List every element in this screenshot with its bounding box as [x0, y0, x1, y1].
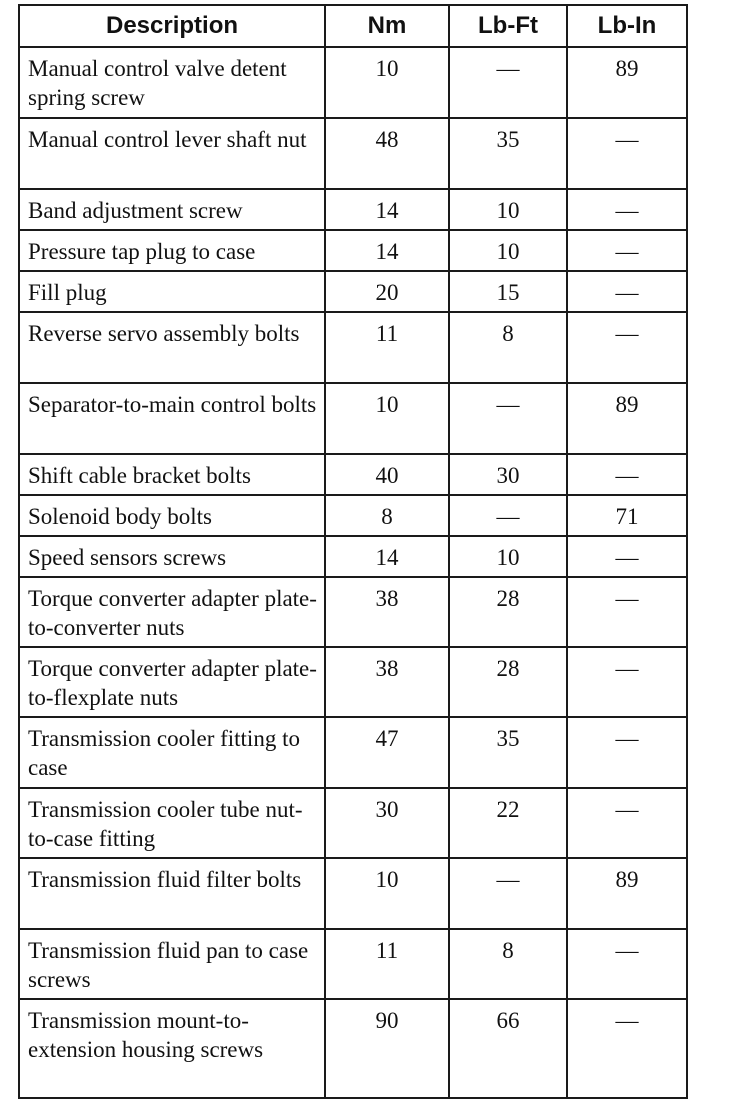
cell-nm: 14: [325, 230, 449, 271]
cell-description: Torque converter adapter plate-to-flexplate nuts: [19, 647, 325, 717]
cell-description: Separator-to-main control bolts: [19, 383, 325, 454]
cell-lb-ft: —: [449, 858, 567, 929]
table-row: [19, 577, 687, 647]
cell-lb-in: —: [567, 230, 687, 271]
cell-lb-in: 89: [567, 858, 687, 929]
cell-description: Transmission mount-to-extension housing screws: [19, 999, 325, 1098]
cell-lb-ft: 66: [449, 999, 567, 1098]
cell-lb-in: —: [567, 788, 687, 858]
cell-lb-in: 71: [567, 495, 687, 536]
cell-description: Torque converter adapter plate-to-converter nuts: [19, 577, 325, 647]
cell-description: Transmission fluid pan to case screws: [19, 929, 325, 999]
table-row: [19, 717, 687, 788]
table-row: [19, 189, 687, 230]
cell-lb-ft: 10: [449, 536, 567, 577]
cell-nm: 11: [325, 312, 449, 383]
cell-nm: 90: [325, 999, 449, 1098]
cell-lb-in: —: [567, 312, 687, 383]
cell-description: Solenoid body bolts: [19, 495, 325, 536]
cell-lb-in: —: [567, 999, 687, 1098]
table-row: [19, 999, 687, 1098]
cell-lb-in: —: [567, 929, 687, 999]
table-row: [19, 230, 687, 271]
cell-lb-in: —: [567, 536, 687, 577]
cell-lb-ft: 30: [449, 454, 567, 495]
cell-lb-ft: 35: [449, 118, 567, 189]
cell-lb-in: —: [567, 118, 687, 189]
cell-lb-in: 89: [567, 47, 687, 118]
cell-nm: 30: [325, 788, 449, 858]
torque-spec-table: [18, 4, 688, 1099]
cell-nm: 10: [325, 47, 449, 118]
cell-description: Manual control lever shaft nut: [19, 118, 325, 189]
table-row: [19, 929, 687, 999]
cell-nm: 14: [325, 536, 449, 577]
cell-lb-in: —: [567, 454, 687, 495]
table-row: [19, 312, 687, 383]
cell-nm: 10: [325, 858, 449, 929]
cell-lb-ft: 8: [449, 312, 567, 383]
cell-description: Reverse servo assembly bolts: [19, 312, 325, 383]
cell-lb-ft: —: [449, 47, 567, 118]
cell-nm: 40: [325, 454, 449, 495]
table-row: [19, 383, 687, 454]
table-row: [19, 647, 687, 717]
header-description: Description: [19, 5, 325, 47]
cell-lb-ft: 10: [449, 189, 567, 230]
header-lb-in: Lb-In: [567, 5, 687, 47]
header-lb-ft: Lb-Ft: [449, 5, 567, 47]
cell-lb-in: —: [567, 717, 687, 788]
cell-nm: 20: [325, 271, 449, 312]
table-row: [19, 47, 687, 118]
table-row: [19, 858, 687, 929]
cell-nm: 11: [325, 929, 449, 999]
cell-lb-in: —: [567, 647, 687, 717]
cell-lb-in: 89: [567, 383, 687, 454]
cell-lb-ft: 22: [449, 788, 567, 858]
table-row: [19, 788, 687, 858]
cell-description: Speed sensors screws: [19, 536, 325, 577]
header-nm: Nm: [325, 5, 449, 47]
cell-lb-ft: 15: [449, 271, 567, 312]
cell-nm: 14: [325, 189, 449, 230]
header-row: [19, 5, 687, 47]
table-row: [19, 536, 687, 577]
cell-lb-in: —: [567, 189, 687, 230]
cell-lb-ft: 28: [449, 577, 567, 647]
table-row: [19, 454, 687, 495]
cell-nm: 47: [325, 717, 449, 788]
cell-description: Transmission fluid filter bolts: [19, 858, 325, 929]
cell-lb-in: —: [567, 271, 687, 312]
cell-lb-ft: 28: [449, 647, 567, 717]
cell-description: Pressure tap plug to case: [19, 230, 325, 271]
cell-lb-ft: 8: [449, 929, 567, 999]
table-row: [19, 118, 687, 189]
cell-lb-in: —: [567, 577, 687, 647]
cell-description: Shift cable bracket bolts: [19, 454, 325, 495]
cell-nm: 8: [325, 495, 449, 536]
cell-nm: 48: [325, 118, 449, 189]
cell-nm: 38: [325, 577, 449, 647]
cell-lb-ft: 35: [449, 717, 567, 788]
cell-nm: 38: [325, 647, 449, 717]
table-row: [19, 271, 687, 312]
cell-nm: 10: [325, 383, 449, 454]
cell-lb-ft: 10: [449, 230, 567, 271]
cell-lb-ft: —: [449, 383, 567, 454]
table-row: [19, 495, 687, 536]
cell-description: Manual control valve detent spring screw: [19, 47, 325, 118]
cell-description: Transmission cooler tube nut-to-case fitting: [19, 788, 325, 858]
cell-lb-ft: —: [449, 495, 567, 536]
cell-description: Band adjustment screw: [19, 189, 325, 230]
cell-description: Fill plug: [19, 271, 325, 312]
cell-description: Transmission cooler fitting to case: [19, 717, 325, 788]
